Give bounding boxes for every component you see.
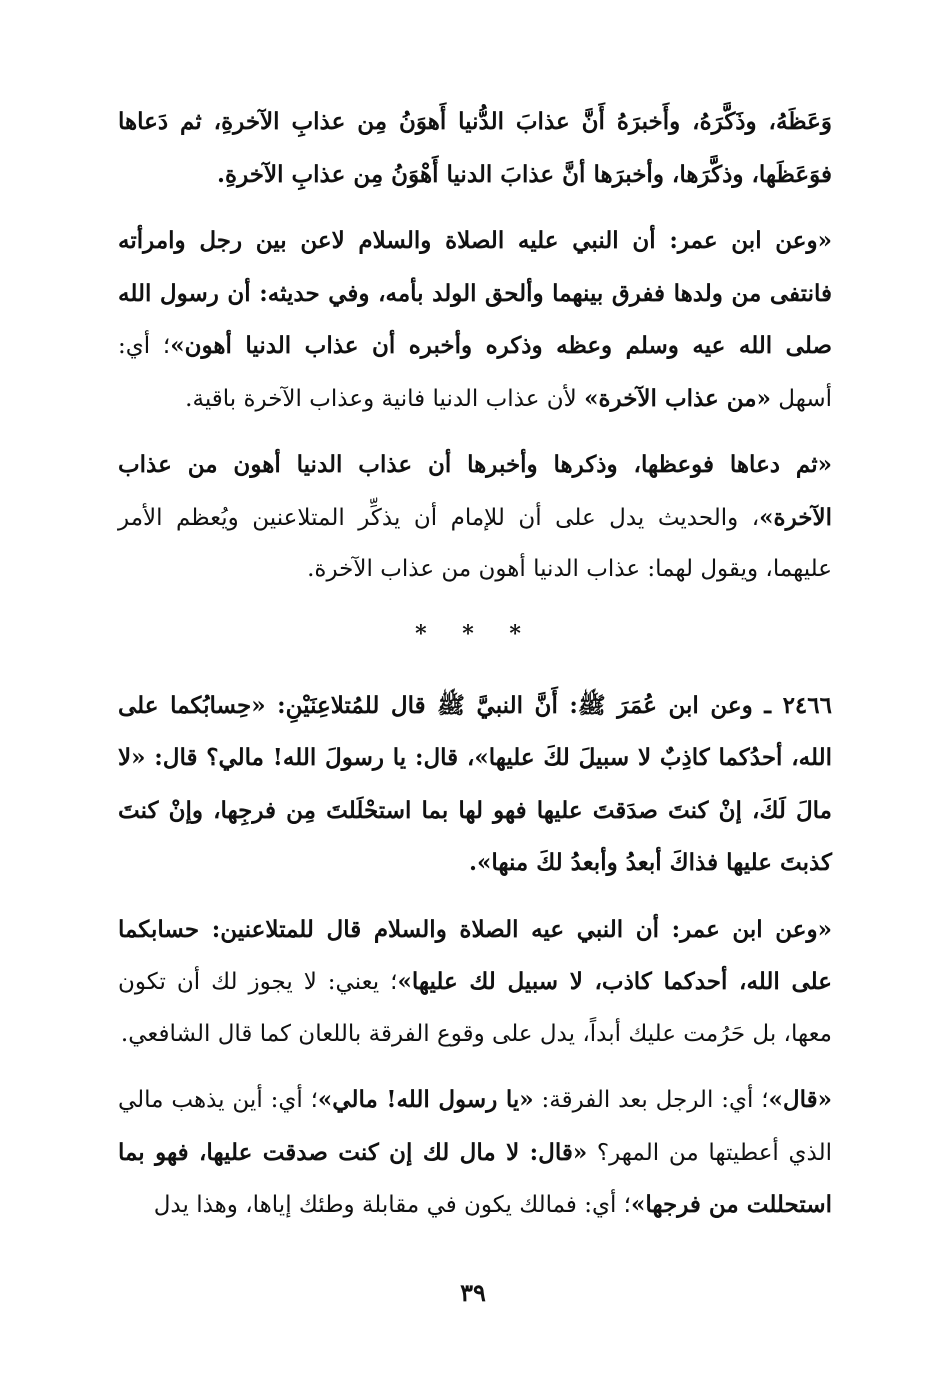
plain-text: ؛ أي: الرجل بعد الفرقة: [533,1087,769,1113]
paragraph-2 [118,215,832,425]
plain-text: ؛ أي: فمالك يكون في مقابلة وطئك إياها، وهذا يدل [153,1192,631,1218]
section-separator: * * * [415,620,535,647]
bold-text: ٢٤٦٦ ـ وعن ابن عُمَرَ ﷺ: أَنَّ النبيَّ ﷺ قال للمُتلاعِنَيْنِ: «حِسابُكما على الله، أحدُكما كاذِبٌ لا سبيلَ لكَ عليها»، قال: يا رسولَ الله! مالي؟ قال: «لا مالَ لَكَ، إنْ كنتَ صدَقتَ عليها فهو لها بما استحْلَلتَ مِن فرجِها، وإنْ كنتَ كذبتَ عليها فذاكَ أبعدُ وأبعدُ لكَ منها». [118,691,832,876]
paragraph-3 [118,439,832,596]
bold-text: «ثم دعاها فوعظها، وذكرها وأخبرها أن عذاب الدنيا أهون من عذاب الآخرة» [118,451,832,531]
paragraph-5 [118,904,832,1061]
hadith-2466 [118,680,832,890]
page-number: ٣٩ [460,1278,486,1307]
plain-text: ؛ يعني: لا يجوز لك أن تكون معها، بل حَرُمت عليك أبداً، يدل على وقوع الفرقة باللعان كما قال الشافعي. [118,969,832,1047]
plain-text: ؛ أي: أين يذهب مالي الذي أعطيتها من المهر؟ [118,1087,833,1166]
paragraph-6 [118,1074,832,1232]
bold-text: وَعَظَهُ، وذَكَّرَهُ، وأَخبرَهُ أَنَّ عذابَ الدُّنيا أَهوَنُ مِن عذابِ الآخرةِ، ثم دَعاها فوَعَظَها، وذكَّرَها، وأخبرَها أنَّ عذابَ الدنيا أَهْوَنُ مِن عذابِ الآخرةِ. [118,108,832,188]
plain-text: ؛ أي: أسهل [118,333,832,412]
bold-text: «يا رسول الله! مالي» [317,1086,534,1113]
bold-text: «من عذاب الآخرة» [584,384,771,412]
plain-text: ، والحديث يدل على أن للإمام أن يذكِّر المتلاعنين ويُعظم الأمر عليهما، ويقول لهما: عذاب الدنيا أهون من عذاب الآخرة. [118,504,832,582]
plain-text: لأن عذاب الدنيا فانية وعذاب الآخرة باقية. [185,385,585,412]
bold-text: «وعن ابن عمر: أن النبي عليه الصلاة والسلام لاعن بين رجل وامرأته فانتفى من ولدها ففرق بينهما وألحق الولد بأمه، وفي حديثه: أن رسول الله صلى الله عيه وسلم وعظه وذكره وأخبره أن عذاب الدنيا أهون» [118,227,832,359]
bold-text: «قال» [768,1086,832,1113]
document-page [118,96,832,1246]
bold-text: «وعن ابن عمر: أن النبي عيه الصلاة والسلام قال للمتلاعنين: حسابكما على الله، أحدكما كاذب، لا سبيل لك عليها» [118,915,833,995]
bold-text: «قال: لا مال لك إن كنت صدقت عليها، فهو بما استحللت من فرجها» [118,1138,832,1218]
paragraph-1 [118,96,832,201]
